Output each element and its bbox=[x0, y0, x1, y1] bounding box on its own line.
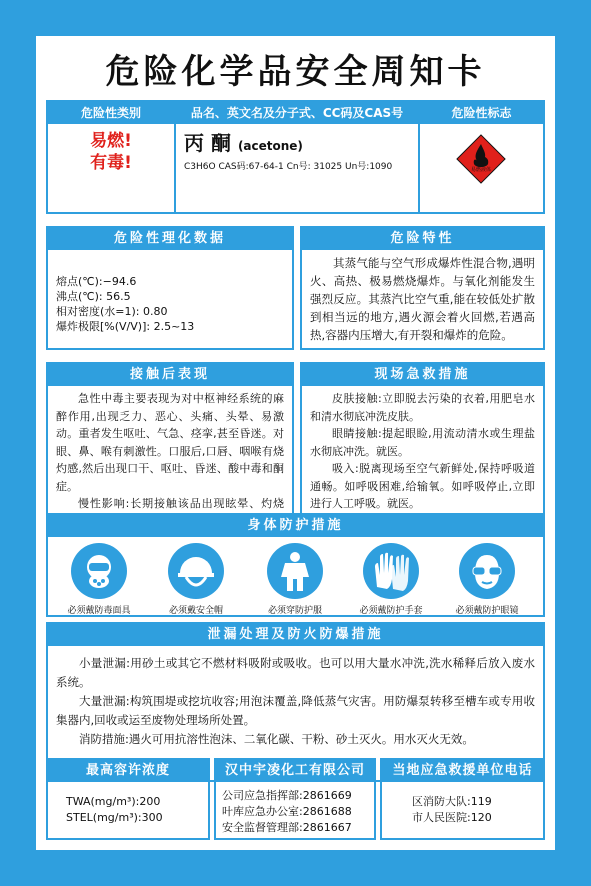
rescue-contacts-panel bbox=[380, 758, 545, 840]
hazard-class-header: 危险性类别 bbox=[48, 102, 174, 124]
protective-suit-icon bbox=[267, 543, 323, 599]
chronic-effects-text: 慢性影响:长期接触该品出现眩晕、灼烧 bbox=[78, 497, 284, 510]
flammable-liquid-sign bbox=[420, 124, 543, 212]
sign-text: 易燃液体 bbox=[470, 167, 492, 173]
eye-contact-text: 眼睛接触:提起眼睑,用流动清水或生理盐水彻底冲洗。就医。 bbox=[310, 427, 535, 458]
gas-mask-icon bbox=[71, 543, 127, 599]
large-leak-text: 大量泄漏:构筑围堤或挖坑收容;用泡沫覆盖,降低蒸气灾害。用防爆泵转移至槽车或专用收集器内,回收或运至废物处理场所处置。 bbox=[56, 694, 535, 727]
physchem-header: 危险性理化数据 bbox=[48, 228, 292, 250]
exposure-limit-header: 最高容许浓度 bbox=[48, 760, 208, 782]
protection-item bbox=[356, 543, 426, 616]
body-protection-panel bbox=[46, 513, 545, 617]
emergency-command-phone: 公司应急指挥部:2861669 bbox=[222, 789, 352, 802]
safety-goggles-icon bbox=[459, 543, 515, 599]
hospital-phone: 市人民医院:120 bbox=[412, 811, 492, 824]
body-protection-header: 身体防护措施 bbox=[48, 515, 543, 537]
product-name-en: (acetone) bbox=[237, 139, 303, 153]
hazard-characteristics-text: 其蒸气能与空气形成爆炸性混合物,遇明火、高热、极易燃烧爆炸。与氧化剂能发生强烈反应。其蒸汽比空气重,能在较低处扩散到相当远的地方,遇火源会着火回燃,若遇高热,容器内压增大,有开裂和爆炸的危险。 bbox=[310, 256, 535, 342]
protection-item bbox=[161, 543, 231, 616]
page-title: 危险化学品安全周知卡 bbox=[105, 52, 486, 92]
inhalation-text: 吸入:脱离现场至空气新鲜处,保持呼吸道通畅。如呼吸困难,给输氧。如呼吸停止,立即进行人工呼吸。就医。 bbox=[310, 462, 535, 510]
rescue-contacts-header: 当地应急救援单位电话 bbox=[382, 760, 543, 782]
acute-poisoning-text: 急性中毒主要表现为对中枢神经系统的麻醉作用,出现乏力、恶心、头痛、头晕、易激动。重者发生呕吐、气急、痉挛,甚至昏迷。对眼、鼻、喉有刺激性。口服后,口唇、咽喉有烧灼感,然后出现口干、呕吐、昏迷、酸中毒和酮症。 bbox=[56, 392, 284, 493]
safety-helmet-icon bbox=[168, 543, 224, 599]
identification-table bbox=[46, 100, 545, 214]
emergency-office-phone: 叶库应急办公室:2861688 bbox=[222, 805, 352, 818]
leak-fire-header: 泄漏处理及防火防爆措施 bbox=[48, 624, 543, 646]
company-panel bbox=[214, 758, 376, 840]
hazard-characteristics-panel bbox=[300, 226, 545, 350]
protection-label: 必须戴防毒面具 bbox=[67, 606, 131, 616]
relative-density: 相对密度(水=1): 0.80 bbox=[56, 305, 168, 318]
protection-label: 必须穿防护服 bbox=[267, 606, 322, 616]
protection-label: 必须戴防护眼镜 bbox=[455, 606, 519, 616]
fire-brigade-phone: 区消防大队:119 bbox=[412, 795, 492, 808]
hazard-sign-header: 危险性标志 bbox=[420, 102, 543, 124]
contact-symptoms-header: 接触后表现 bbox=[48, 364, 292, 386]
boiling-point: 沸点(℃): 56.5 bbox=[56, 290, 131, 303]
exposure-limit-panel bbox=[46, 758, 210, 840]
protection-label: 必须戴安全帽 bbox=[168, 606, 223, 616]
twa-value: TWA(mg/m³):200 bbox=[66, 795, 161, 808]
product-name-cn: 丙 酮 bbox=[184, 131, 231, 155]
stel-value: STEL(mg/m³):300 bbox=[66, 811, 163, 824]
physchem-panel bbox=[46, 226, 294, 350]
safety-card bbox=[36, 36, 555, 850]
product-codes: C3H6O CAS码:67-64-1 Cn号: 31025 Un号:1090 bbox=[184, 162, 393, 172]
hazard-toxic: 有毒! bbox=[90, 153, 132, 173]
company-header: 汉中宇凌化工有限公司 bbox=[216, 760, 374, 782]
protection-item bbox=[260, 543, 330, 616]
explosion-limit: 爆炸极限[%(V/V)]: 2.5~13 bbox=[56, 320, 195, 333]
skin-contact-text: 皮肤接触:立即脱去污染的衣着,用肥皂水和清水彻底冲洗皮肤。 bbox=[310, 392, 535, 423]
first-aid-header: 现场急救措施 bbox=[302, 364, 543, 386]
melting-point: 熔点(℃):−94.6 bbox=[56, 275, 137, 288]
firefighting-text: 消防措施:遇火可用抗溶性泡沫、二氧化碳、干粉、砂土灭火。用水灭火无效。 bbox=[79, 732, 474, 746]
small-leak-text: 小量泄漏:用砂土或其它不燃材料吸附或吸收。也可以用大量水冲洗,洗水稀释后放入废水系统。 bbox=[56, 656, 535, 689]
protection-item bbox=[64, 543, 134, 616]
flammable-diamond-icon bbox=[420, 124, 543, 212]
hazard-characteristics-header: 危险特性 bbox=[302, 228, 543, 250]
hazard-flammable: 易燃! bbox=[90, 131, 132, 151]
safety-supervision-phone: 安全监督管理部:2861667 bbox=[222, 821, 352, 834]
protection-label: 必须戴防护手套 bbox=[359, 606, 423, 616]
protective-gloves-icon bbox=[363, 543, 419, 599]
product-info-header: 品名、英文名及分子式、CC码及CAS号 bbox=[176, 102, 418, 124]
protection-item bbox=[452, 543, 522, 616]
